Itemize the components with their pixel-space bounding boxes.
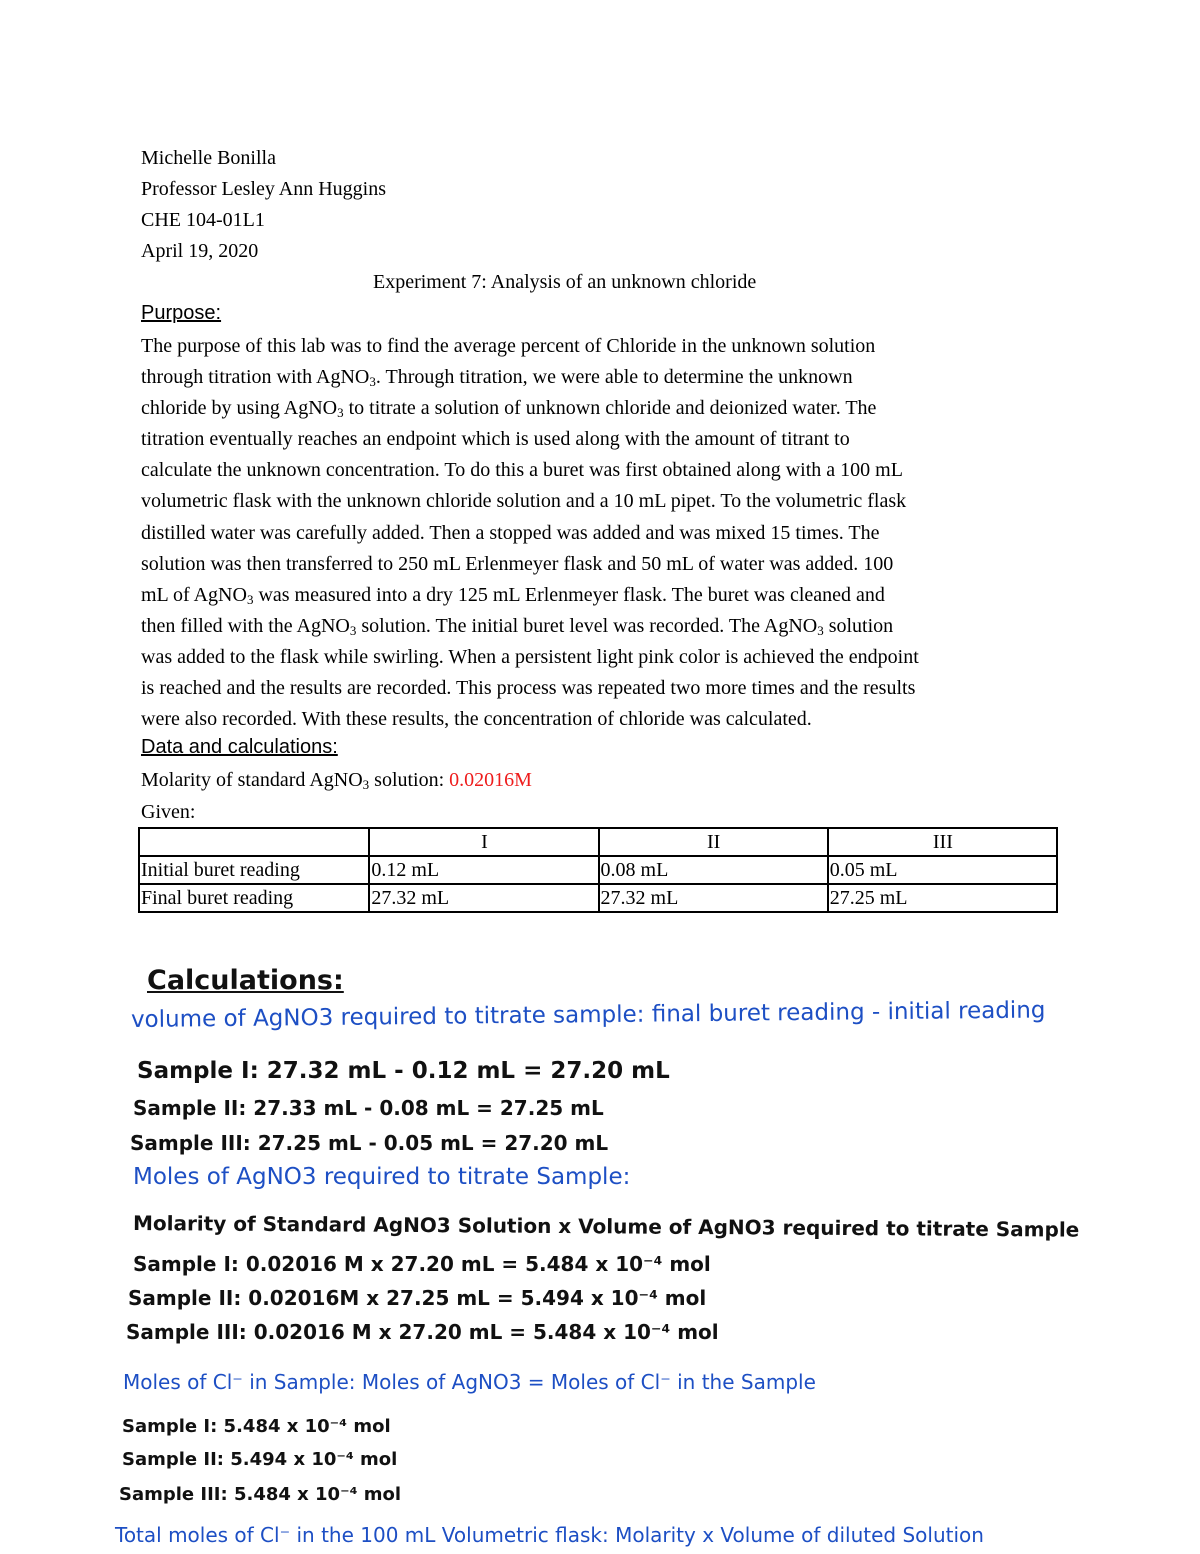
chloride-sample-2: Sample II: 5.494 x 10⁻⁴ mol	[122, 1449, 398, 1470]
purpose-line: volumetric flask with the unknown chloride solution and a 10 mL pipet. To the volumetric flask	[141, 490, 907, 513]
volume-sample-2: Sample II: 27.33 mL - 0.08 mL = 27.25 mL	[133, 1096, 604, 1120]
experiment-title: Experiment 7: Analysis of an unknown chloride	[373, 271, 757, 293]
purpose-line: through titration with AgNO$_3$. Through titration, we were able to determine the unknown	[141, 366, 853, 390]
purpose-line: distilled water was carefully added. Then a stopped was added and was mixed 15 times. The	[141, 521, 880, 544]
table-cell: Final buret reading	[139, 884, 369, 912]
purpose-line: chloride by using AgNO$_3$ to titrate a solution of unknown chloride and deionized water. The	[141, 397, 877, 421]
purpose-line: is reached and the results are recorded. This process was repeated two more times and the results	[141, 677, 916, 700]
purpose-paragraph	[141, 331, 1071, 735]
table-header-cell: III	[828, 828, 1057, 856]
molarity-value: 0.02016M	[449, 769, 532, 791]
table-cell: 0.05 mL	[828, 856, 1057, 884]
purpose-line: titration eventually reaches an endpoint which is used along with the amount of titrant to	[141, 428, 850, 451]
table-row	[139, 884, 1057, 912]
molarity-line	[141, 768, 532, 792]
purpose-line: then filled with the AgNO$_3$ solution. The initial buret level was recorded. The AgNO$_3$ solution	[141, 614, 894, 638]
purpose-line: The purpose of this lab was to find the average percent of Chloride in the unknown solution	[141, 335, 876, 357]
volume-sample-3: Sample III: 27.25 mL - 0.05 mL = 27.20 mL	[130, 1131, 609, 1155]
table-header-cell: I	[369, 828, 598, 856]
moles-sample-2: Sample II: 0.02016M x 27.25 mL = 5.494 x 10⁻⁴ mol	[128, 1286, 707, 1310]
table-cell: 27.32 mL	[599, 884, 828, 912]
table-cell: 0.08 mL	[599, 856, 828, 884]
moles-heading: Moles of AgNO3 required to titrate Sample:	[133, 1164, 631, 1190]
volume-heading: volume of AgNO3 required to titrate sample: final buret reading - initial reading	[130, 997, 1046, 1033]
author-name: Michelle Bonilla	[141, 147, 276, 169]
course-code: CHE 104-01L1	[141, 209, 265, 231]
molarity-label: Molarity of standard AgNO$_3$ solution:	[141, 769, 450, 792]
purpose-line: solution was then transferred to 250 mL Erlenmeyer flask and 50 mL of water was added. 100	[141, 552, 894, 575]
given-label: Given:	[141, 801, 196, 823]
buret-readings-table	[138, 827, 1058, 913]
table-cell: 27.32 mL	[369, 884, 598, 912]
total-moles-heading: Total moles of Cl⁻ in the 100 mL Volumetric flask: Molarity x Volume of diluted Solution	[115, 1523, 984, 1547]
professor-name: Professor Lesley Ann Huggins	[141, 178, 386, 200]
table-header-row	[139, 828, 1057, 856]
moles-sample-1: Sample I: 0.02016 M x 27.20 mL = 5.484 x 10⁻⁴ mol	[133, 1252, 711, 1276]
purpose-line: were also recorded. With these results, the concentration of chloride was calculated.	[141, 708, 812, 731]
chloride-heading: Moles of Cl⁻ in Sample: Moles of AgNO3 = Moles of Cl⁻ in the Sample	[123, 1370, 816, 1394]
purpose-line: calculate the unknown concentration. To do this a buret was first obtained along with a 100 mL	[141, 459, 903, 482]
table-cell: Initial buret reading	[139, 856, 369, 884]
calculations-heading: Calculations:	[147, 965, 344, 996]
moles-sample-3: Sample III: 0.02016 M x 27.20 mL = 5.484 x 10⁻⁴ mol	[126, 1320, 719, 1344]
moles-formula: Molarity of Standard AgNO3 Solution x Volume of AgNO3 required to titrate Sample	[132, 1211, 1080, 1242]
data-heading: Data and calculations:	[141, 736, 338, 758]
report-date: April 19, 2020	[141, 240, 259, 262]
table-cell: 0.12 mL	[369, 856, 598, 884]
volume-sample-1: Sample I: 27.32 mL - 0.12 mL = 27.20 mL	[137, 1058, 670, 1084]
chloride-sample-3: Sample III: 5.484 x 10⁻⁴ mol	[119, 1484, 402, 1505]
purpose-heading: Purpose:	[141, 302, 222, 324]
table-header-cell: II	[599, 828, 828, 856]
purpose-line: was added to the flask while swirling. When a persistent light pink color is achieved the endpoint	[141, 645, 919, 668]
table-cell: 27.25 mL	[828, 884, 1057, 912]
chloride-sample-1: Sample I: 5.484 x 10⁻⁴ mol	[122, 1416, 391, 1437]
purpose-line: mL of AgNO$_3$ was measured into a dry 125 mL Erlenmeyer flask. The buret was cleaned and	[141, 583, 885, 607]
table-header-cell	[139, 828, 369, 856]
table-row	[139, 856, 1057, 884]
